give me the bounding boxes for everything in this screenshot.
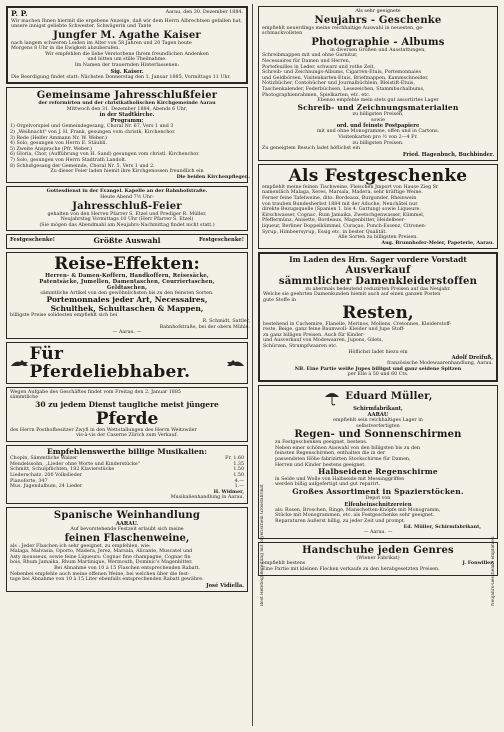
eduard-line6: Elfenbeinschnitzereien — [344, 501, 412, 508]
neujahr-section — [258, 6, 498, 161]
ausverkauf-body: Schürzen, Strumpfwaaren etc. — [263, 343, 338, 349]
reise-title: Reise-Effekten: — [54, 253, 200, 274]
umbrella-icon — [323, 388, 341, 406]
fest-body: direkte Bezugsquelle (Spanien 1. bis 4. Gattung) sowie Liqueure, — [262, 207, 421, 213]
horse-icon — [10, 358, 29, 368]
ausverkauf-line2: zu abermals bedeutend reduzirten Preisen auf das Neujahr. — [305, 286, 451, 292]
fest-body: von trauben Bundesherbst 1884 mit der Aduche, Neuchâtel nur — [262, 201, 418, 207]
reise-place: — Aarau. — — [112, 330, 142, 336]
fest-body: liqueur, Berliner Doppelkümmel, Curaçao, Punch-Essenz, Citronen- — [262, 223, 427, 229]
ausverkauf-signer2: französische Modewaarenhandlung, Aarau. — [387, 361, 493, 367]
musik-section — [6, 445, 248, 504]
ausverkauf-line5: Höflichst ladet hiezu ein — [348, 349, 408, 355]
neujahr-line4: Ebenso empfehle mein stets gut assortirtes Lager — [317, 98, 439, 104]
program-item: 2) „Weihnacht" von J. H. Frank, gesungen vom christk. Kirchenchor. — [10, 130, 176, 136]
neujahr-line8: Visitenkarten pro ½ von 2—4 Fr. — [338, 135, 418, 140]
neujahr-line7: mit und ohne Monogramme, offen und in Cartons. — [316, 129, 440, 135]
ausverkauf-body: zu ganz billigen Preisen. Auch für Kinder- — [263, 332, 365, 338]
column-divider — [252, 4, 253, 726]
reise-line7: billigste Preise solidesten empfiehlt sich bei — [10, 313, 118, 319]
neujahr-body: Schreibmappen mit und ohne Garnitur, — [262, 53, 358, 59]
musik-item: Pianoforte, 347 4.— — [10, 478, 244, 484]
reise-signer: R. Schmidt, Sattler, — [202, 319, 250, 325]
pp-name: Jungfer M. Agathe Kaiser — [53, 29, 201, 41]
fest-left: Festgeschenke! — [10, 237, 56, 244]
neujahr-line2: schmackvollsten — [262, 31, 303, 37]
eduard-line4: werden billig aufgefertigt und gut reparirt. — [275, 482, 381, 488]
musik-signer2: Musikalienhandlung in Aarau. — [170, 495, 244, 501]
handschuhe-line1: empfiehlt bestens — [262, 561, 306, 567]
handschuhe-title: Handschuhe jeden Genres — [302, 544, 454, 556]
spanische-section — [6, 507, 248, 592]
reise-line2: Patentsäcke, Jumellen, Damentaschen, Courriertaschen, — [39, 278, 215, 285]
musik-item: Schmitt, Schulpflichten, 182 Klavierstücke 1.50 — [10, 467, 244, 473]
festgeschenke-bar — [6, 234, 248, 249]
neujahr-intro: Als sehr geeignete — [355, 9, 401, 14]
pferde-section — [6, 387, 248, 442]
musik-item: Mus. Jugendalbum, 24 Lieder 1.— — [10, 484, 244, 490]
ausverkauf-body: und Ausverkauf von Modewaaren, Jupons, Gilets, — [263, 338, 384, 344]
pp-title: P. P. — [11, 9, 28, 18]
spanische-body: Malaga, Malvasia, Oporto, Madera, Jerez, Marsala, Alicante, Muscatel und — [10, 549, 193, 555]
handschuhe-section — [258, 542, 498, 576]
neujahr-body: Schreib- und Zeichnungs-Albums, Cigarren-Etuis, Portemonnaies — [262, 70, 421, 76]
eduard-signer2: — Aarau. — — [363, 530, 393, 536]
eduard-place: AARAU — [367, 411, 389, 418]
program-item: 4) Solo, gesungen von Herrn E. Stäubli. — [10, 141, 107, 147]
spanische-signer: José Vidiella. — [206, 582, 244, 589]
spanische-place: AARAU. — [115, 520, 139, 527]
neujahr-line10: Zu geneigtem Besuch ladet höflichst ein — [262, 146, 361, 152]
spanische-body: als : Jeder Flaschen ich sehr geeignet, zu empfehlen, wie: — [10, 543, 151, 549]
reise-addr: Bahnhofstraße, bei der obern Mühle. — [159, 324, 250, 330]
neujahr-body: Notizbücher, Contobücher und Journalbüchlein, Bleistift-Etuis, — [262, 81, 415, 87]
neujahr-body: und Geldbörsen, Visitenkarten-Etuis, Briefmappen, Kammschneider, — [262, 75, 429, 81]
eduard-body: feinsten Regenschirmen, enthalten die in der — [275, 451, 386, 457]
musik-title: Empfehlenswerthe billige Musikalien: — [47, 446, 207, 456]
pferde-banner-title: Für Pferdeliebhaber. — [29, 343, 191, 382]
ausverkauf-line1: Im Laden des Hrn. Sager vordere Vorstadt — [289, 255, 467, 265]
reise-line6: Schulthek, Schultaschen & Mappen, — [50, 303, 204, 313]
fest-body: Ferner feine Tafelweine, dito: Bordeaux, Burgunder, Rheinwein — [262, 195, 417, 201]
gemeinsame-time: Mittwoch den 31. Dezember 1884, Abends 6 Uhr, — [66, 106, 188, 112]
program-item: 5) Zweite Ansprache (Pfr. Weber.) — [10, 146, 93, 152]
eduard-subtitle: Schirmfabrikant, — [353, 405, 403, 412]
ausverkauf-title: Ausverkauf — [345, 264, 411, 276]
spanische-line1: Auf bevorstehende Festzeit erlaubt sich meine — [70, 526, 184, 532]
gemeinsame-title: Gemeinsame Jahresschlußfeier — [36, 90, 218, 102]
gemeinsame-subtitle: der reformirten und der christkatholischen Kirchgemeinde Aarau — [38, 100, 216, 107]
program-item: 7) Solo, gesungen von Herrn Stadtrath Landolt. — [10, 158, 127, 163]
handschuhe-signer: J. Fonwiller. — [462, 560, 494, 567]
program-item: 1) Orgelvorspiel und Gemeindegesang, Choral Nr. 67, Vers 1 und 3 — [10, 124, 174, 130]
pp-body-2: Morgens 8 Uhr in die Ewigkeit abzuberufen. — [11, 46, 120, 52]
musik-signer: H. Widmer, — [213, 488, 244, 495]
fest-signer: Aug. Brunnhofer-Meier, Papeterie, Aarau. — [381, 239, 494, 246]
spanische-body: bois, Rhum Jamaika, Rhum Martinique, Wermouth, Dominic's Magenbitter. — [10, 560, 193, 566]
spanische-title: Spanische Weinhandlung — [53, 509, 201, 521]
neujahr-body: Necessaires für Damen und Herren, — [262, 58, 351, 64]
eduard-body: zu Festgeschenken geeignet, bestens. — [275, 440, 368, 446]
eduard-body2: Stücke mit Monogrammen, etc. als Festgeschenke sehr geeignet. — [275, 513, 435, 519]
neujahr-body: Taschenkalender, Federbüchsen, Lesezeichen, Stammbuchalbums, — [262, 86, 425, 92]
pp-announcement — [6, 6, 248, 84]
ausverkauf-nb2: per Elle à 50 und 60 Cts. — [347, 372, 409, 378]
fest-line1: Alle Sorten zu billigsten Preisen. — [338, 235, 418, 241]
ausverkauf-title2: sämmtlicher Damenkleiderstoffen — [278, 275, 478, 287]
program-item: 3) Rede (Helfer Ammann Nr. W. Weber.) — [10, 135, 107, 141]
eduard-title2: Regen- und Sonnenschirmen — [294, 429, 462, 441]
program-title: Programm: — [110, 118, 144, 125]
musik-item: Liederschatz, 200 Volkslieder 1.50 — [10, 472, 244, 478]
reise-line5: Portemonnaies jeder Art, Necessaires, — [46, 295, 208, 305]
eduard-body: passendsten Höhe fabrizirten Stockschirme für Damen, — [275, 456, 411, 462]
gemeinsame-signers: Die beiden Kirchenpflegen. — [176, 173, 250, 180]
pp-body-3: Wir empfehlen die liebe Verstorbene Ihrem freundlichen Andenken — [45, 51, 209, 57]
pp-place-date: Aarau, den 30. Dezember 1884. — [165, 10, 243, 15]
neujahr-line1: empfiehlt neuerdings meine reichhaltige Auswahl in neuesten, ge- — [262, 25, 424, 31]
pp-intro: Wir machen Ihnen hiermit die ergebene Anzeige, daß wir dem Herrn Albrechtsen gefallen hat, unsere innigst geliebte Schwester, Schwägerin und Tante — [11, 18, 243, 30]
reise-line1: Herren- & Damen-Koffern, Handkoffern, Reisesäcke, — [45, 272, 209, 279]
neujahr-title4: ord. und feinste Postpapiere — [336, 123, 420, 130]
pferde-line3: 30 zu jedem Dienst taugliche meist jüngere — [35, 400, 219, 409]
eduard-body: Neben einer schönen Auswahl von den billigsten bis zu den — [275, 445, 421, 451]
neujahr-title2: Photographie - Albums — [311, 36, 445, 48]
eduard-title3: Halbseidene Regenschirme — [318, 467, 438, 477]
neujahr-line9: zu billigsten Preisen. — [352, 140, 404, 146]
neujahr-title3: Schreib- und Zeichnungsmaterialien — [297, 102, 459, 112]
gottesdienst-line2: Heute Abend 7½ Uhr: — [100, 194, 154, 200]
reise-section — [6, 252, 248, 339]
neujahr-title: Neujahrs - Geschenke — [314, 14, 442, 26]
eduard-title: Eduard Müller, — [345, 391, 433, 403]
musik-item: Mendelssohn, „Lieder ohne Worte und Kinderstücke" 1.35 — [10, 461, 244, 467]
eduard-line3: in Seide und Wolle von Halbseide mit Messinggriffen — [275, 476, 405, 482]
gottesdienst-title: Jahresschluß-Feier — [72, 200, 182, 212]
left-column — [6, 6, 248, 595]
ausverkauf-line3: Welche sie geehrten Damenkunden hiemit auch auf einen ganzen Posten — [263, 292, 441, 298]
sidebar-left-text: Best Hefeteig-Bereitung mit bayerischem Grossfabrikat — [260, 484, 265, 606]
eduard-body: Herren und Kinder bestens geeignet. — [275, 462, 366, 468]
pferde-line2: sämmtliche — [10, 395, 39, 401]
pp-footer: Die Beerdigung findet statt: Nächsten Donnerstag den 1. Januar 1885, Vormittags 11 Uhr. — [11, 74, 231, 80]
eduard-line1: empfiehlt sein reichhaltiges Lager in — [333, 417, 423, 423]
gottesdienst-line5: (Sie mögen das Abendmahl am Neujahrs-Nachmittag findet nicht statt.) — [39, 222, 215, 228]
ausverkauf-signer: Adolf Dreifuß, — [451, 355, 493, 362]
fest-right: Festgeschenke! — [198, 237, 244, 244]
spanische-body: Bei Abnahme von 10 à 15 Flaschen entsprechenden Rabatt. — [54, 565, 200, 571]
gottesdienst-section — [6, 186, 248, 231]
gemeinsame-note: Zu dieser Feier laden hiemit ihre Kirchgenossen freundlich ein — [50, 169, 204, 175]
fest-body: namentlich Malaga, Xeres, Marsala, Madera, sehr kräftige Weine. — [262, 190, 423, 196]
fest-mid: Größte Auswahl — [93, 236, 161, 246]
fest-body: Kirschwasser, Cognac, Rum Jamaika, Zwetschgenwasser, Kümmel, — [262, 212, 425, 218]
neujahr-body: Portefeuilles in Leder, schwarz und rothe Zeit, — [262, 64, 376, 70]
sidebar-right-text: Neujahrs-Geschenke empfohlen — [491, 536, 496, 606]
right-column — [258, 6, 498, 606]
neujahr-body: Photographienrahmen, Spielkarten, etc. etc. — [262, 92, 371, 98]
eduard-body2: Reparaturen äußerst billig, zu jeder Zeit und prompt. — [275, 519, 406, 525]
spanische-body: tage bei Abnahme von 10 à 15 Liter ebenfalls entsprechenden Rabatt gewähre. — [10, 577, 204, 583]
neujahr-signer: Fried. Hagenbuch, Buchbinder. — [402, 151, 494, 158]
eduard-title4: Großes Assortiment in Spazierstöcken. — [292, 486, 464, 496]
pferde-line5: vis-à-vis der Caserne Zürich zum Verkauf. — [76, 433, 178, 439]
fest-title: Als Festgeschenke — [288, 165, 468, 186]
pp-body-1: nach langem schweren Leiden im Alter von 58 Jahren und 20 Tagen heute — [11, 40, 192, 46]
ausverkauf-nb: NB. Eine Partie weiße Jupes billigst und ganz seidene Spitzen — [294, 365, 462, 372]
pferde-line1: Wegen Aufgabe des Geschäftes findet vom Freitag den 2. Januar 1885 — [10, 389, 181, 395]
eduard-signer: Ed. Müller, Schirmfabrikant, — [403, 523, 481, 530]
eduard-line2: selbstverfertigten — [356, 423, 400, 429]
gottesdienst-line3: gehalten von den Herren Pfarrer S. Etzel und Prediger R. Müller. — [47, 211, 207, 217]
pp-sign-intro: Im Namen der trauernden Hinterlassenen: — [74, 63, 180, 69]
program-item: 8) Schlußgesang der Gemeinde, Choral Nr. 5, Vers 1 und 2. — [10, 163, 155, 169]
spanische-title2: feinen Flaschenweine, — [64, 532, 190, 544]
fest-section — [258, 164, 498, 250]
ausverkauf-section — [258, 252, 498, 382]
fest-body: Syrup, Himbeersyrup, Essig etc. in bester Qualität. — [262, 229, 387, 235]
neujahr-line5: zu billigsten Preisen, — [352, 112, 404, 118]
eduard-line5: Depot von — [365, 496, 391, 502]
ausverkauf-body: reste, Beige, ganz feine Baumwoll- Kleider und Jupe Stoff- — [263, 327, 405, 333]
neujahr-line3: in diversen Größen und Ausstattungen, — [330, 47, 426, 53]
gemeinsame-section — [6, 87, 248, 183]
fest-body: Pfeffermünz, Anisette, Bordeaux, Magenbitter, Heidelbeer- — [262, 218, 406, 224]
ausverkauf-line4: gute Stoffe in — [263, 298, 296, 303]
program-item: 6) Gloria, Chor, (Aufführung von H. Sand) gesungen vom christl. Kirchenchor. — [10, 152, 200, 158]
neujahr-line6: sowie — [371, 117, 385, 123]
gottesdienst-line1: Gottesdienst in der Evangel. Kapelle an der Bahnhofstraße. — [46, 188, 208, 195]
horse-icon — [225, 358, 244, 368]
pp-signer: Sig. Kaiser. — [110, 68, 144, 75]
gottesdienst-line4: Neujahrstag Vormittags 10 Uhr (Herr Pfarrer S. Etzel) — [60, 217, 194, 223]
reise-line4: sämmtliche Artikel von den gewöhnlichsten bis zu den feinsten Sorten. — [40, 290, 214, 296]
ausverkauf-body: bestehend in Cachemire, Flanelle, Merinos, Mollens, Cretonnes, Kleiderstoff- — [263, 321, 452, 327]
fest-body: empfiehlt meine feinen Tischweine, Fleischen Jmport von Hause Zieg Sr — [262, 184, 439, 190]
musik-item: Chopin, Sämmtliche Walzer Fr. 1.60 — [10, 456, 244, 462]
eduard-body2: als: Rosen, Broschen, Ringe, Manschetten-Knöpfe mit Monogramm, — [275, 507, 441, 513]
handschuhe-subtitle: (Wiener Fabrikat) — [356, 555, 400, 561]
gemeinsame-place: in der Stadtkirche. — [99, 112, 155, 119]
pferde-banner — [6, 342, 248, 384]
spanische-body: Nebenbei empfehle auch meine offenen Weine, bei welchen über die fest- — [10, 571, 190, 577]
pp-body-4: und bitten um stille Theilnahme. — [87, 57, 167, 63]
pferde-title: Pferde — [95, 408, 159, 429]
reise-line3: Geldtaschen, — [106, 284, 148, 291]
spanische-body: Asty mousseux, sowie feine Liqueurs: Cognac fine champagne, Cognac fin — [10, 554, 191, 560]
ausverkauf-title3: Resten, — [342, 302, 414, 323]
handschuhe-line2: Eine Partie mit kleinen Flecken verkaufe zu den herabgesetzten Preisen. — [262, 567, 440, 573]
pferde-line4: des Herrn Posthofbesitzer Zwyfi in den Wettstallungen des Herrn Weitzwiler — [10, 427, 197, 433]
